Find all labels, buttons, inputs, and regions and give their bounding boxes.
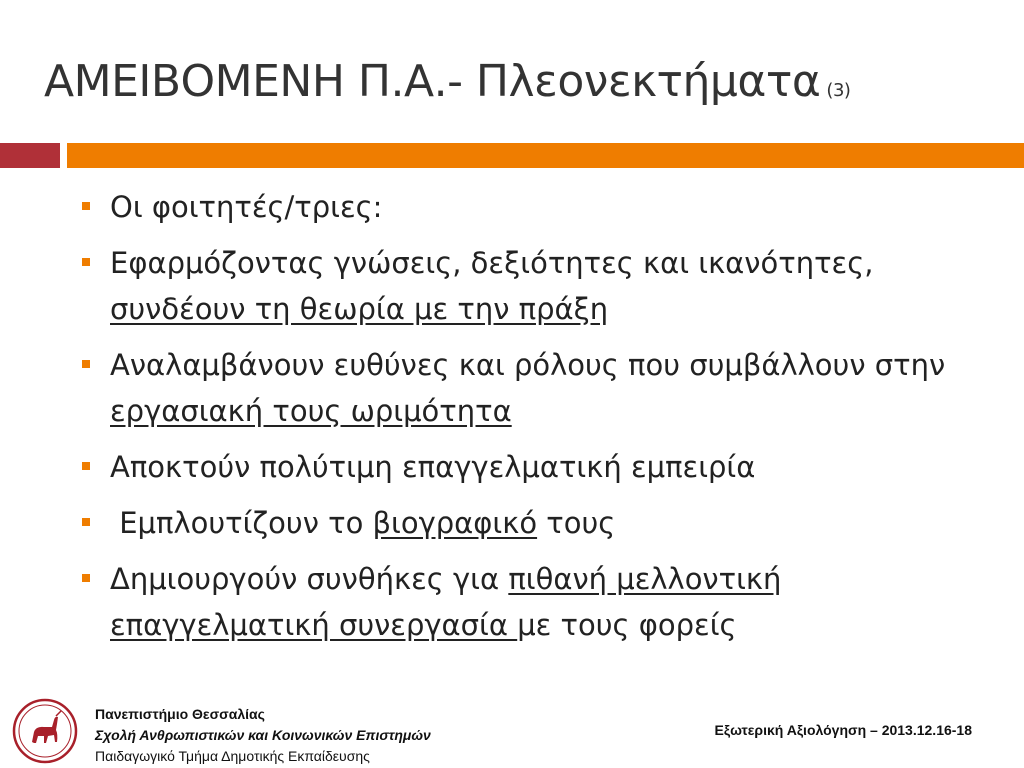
- bullet-text: Εμπλουτίζουν το βιογραφικό τους: [110, 506, 616, 540]
- bullet-square-icon: [82, 258, 90, 266]
- bullet-square-icon: [82, 360, 90, 368]
- bullet-text: Οι φοιτητές/τριες:: [110, 190, 383, 224]
- footer-school: Σχολή Ανθρωπιστικών και Κοινωνικών Επιστημών: [95, 727, 431, 743]
- centaur-emblem-icon: [12, 698, 78, 764]
- underlined-phrase: εργασιακή τους ωριμότητα: [110, 394, 512, 428]
- footer-department: Παιδαγωγικό Τμήμα Δημοτικής Εκπαίδευσης: [95, 748, 370, 764]
- footer-institution: [95, 704, 431, 767]
- bullet-square-icon: [82, 574, 90, 582]
- accent-bar-orange: [67, 143, 1024, 168]
- bullet-item: [78, 240, 998, 332]
- footer-evaluation: Εξωτερική Αξιολόγηση – 2013.12.16-18: [714, 722, 972, 738]
- bullet-list: [78, 184, 998, 658]
- underlined-phrase: βιογραφικό: [372, 506, 538, 540]
- slide-number: (3): [826, 80, 851, 101]
- bullet-text: Εφαρμόζοντας γνώσεις, δεξιότητες και ικανότητες, συνδέουν τη θεωρία με την πράξη: [110, 246, 874, 326]
- bullet-item: [78, 184, 998, 230]
- bullet-item: [78, 444, 998, 490]
- footer-university: Πανεπιστήμιο Θεσσαλίας: [95, 706, 265, 722]
- bullet-text: Δημιουργούν συνθήκες για πιθανή μελλοντική επαγγελματική συνεργασία με τους φορείς: [110, 562, 782, 642]
- bullet-square-icon: [82, 518, 90, 526]
- bullet-item: [78, 500, 998, 546]
- bullet-text: Αποκτούν πολύτιμη επαγγελματική εμπειρία: [110, 450, 756, 484]
- underlined-phrase: πιθανή μελλοντική επαγγελματική συνεργασία: [110, 562, 782, 642]
- bullet-text: Αναλαμβάνουν ευθύνες και ρόλους που συμβάλλουν στην εργασιακή τους ωριμότητα: [110, 348, 946, 428]
- bullet-square-icon: [82, 462, 90, 470]
- slide-title-text: ΑΜΕΙΒΟΜΕΝΗ Π.Α.- Πλεονεκτήματα: [44, 56, 821, 107]
- bullet-item: [78, 556, 998, 648]
- slide-title: [44, 52, 850, 121]
- bullet-square-icon: [82, 202, 90, 210]
- bullet-item: [78, 342, 998, 434]
- accent-bar-red: [0, 143, 60, 168]
- underlined-phrase: συνδέουν τη θεωρία με την πράξη: [110, 292, 609, 326]
